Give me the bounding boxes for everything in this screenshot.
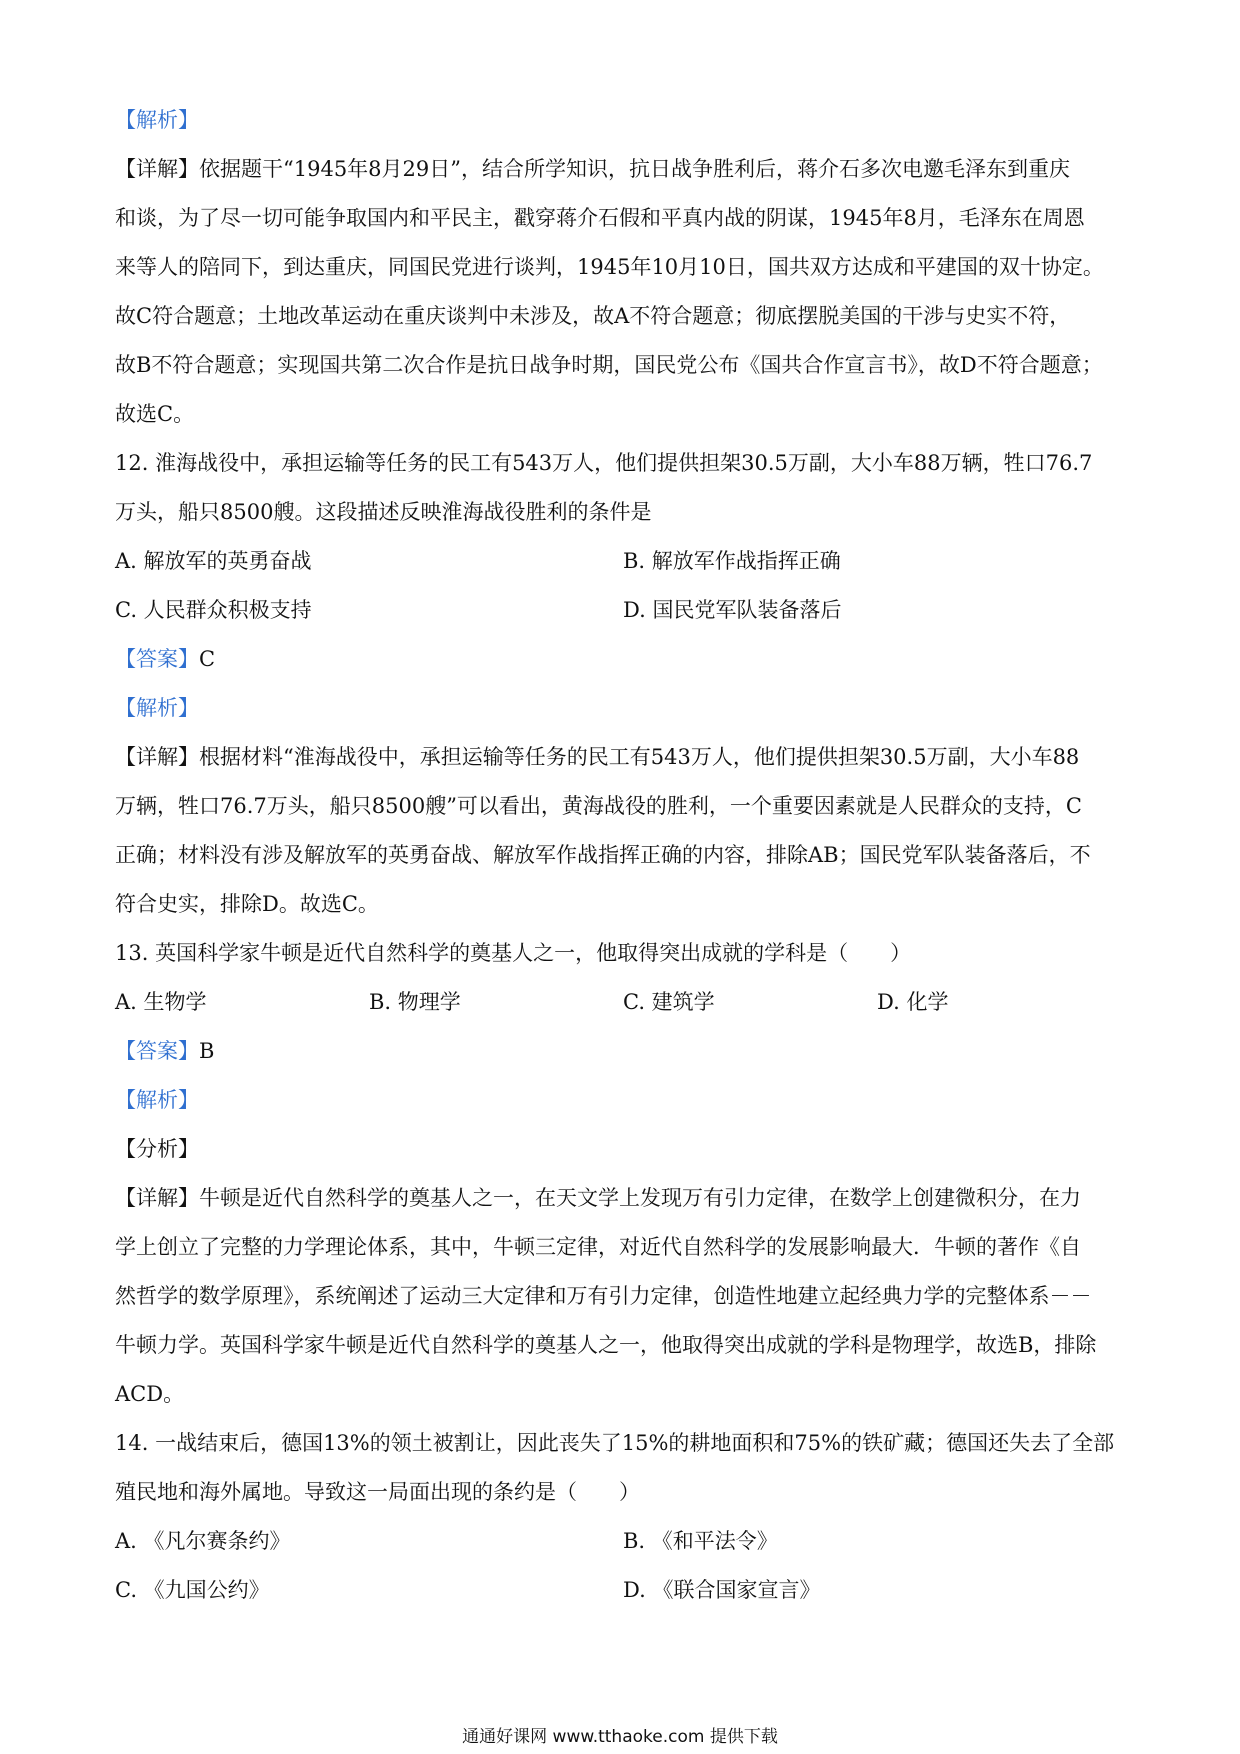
analysis-heading: 【 解析 】 — [115, 96, 1131, 145]
q12-detail-line: 符合史实，排除D。故选C。 — [115, 892, 379, 916]
q12-option-d: D. 国民党军队装备落后 — [623, 598, 842, 622]
q14-option-a: A. 《凡尔赛条约》 — [115, 1529, 291, 1553]
q12-options-row — [115, 586, 1131, 635]
q14-option-b: B. 《和平法令》 — [623, 1529, 778, 1553]
q13-detail-line: 然哲学的数学原理》，系统阐述了运动三大定律和万有引力定律，创造性地建立起经典力学的完整体系－－ — [115, 1284, 1092, 1308]
q13-options-row — [115, 978, 1131, 1027]
q14-option-c: C. 《九国公约》 — [115, 1578, 270, 1602]
document-page — [115, 96, 1131, 1615]
q13-option-d: D. 化学 — [877, 990, 949, 1014]
q12-detail-line: 正确；材料没有涉及解放军的英勇奋战、解放军作战指挥正确的内容，排除AB；国民党军队装备落后，不 — [115, 843, 1091, 867]
q12-stem: 万头，船只8500艘。这段描述反映淮海战役胜利的条件是 — [115, 500, 652, 524]
q13-answer: 【 答案 】 B — [115, 1027, 1131, 1076]
analysis-heading: 【 解析 】 — [115, 1076, 1131, 1125]
q11-detail-line: 故C符合题意；土地改革运动在重庆谈判中未涉及，故A不符合题意；彻底摆脱美国的干涉与史实不符， — [115, 304, 1071, 328]
q14-stem: 殖民地和海外属地。导致这一局面出现的条约是（ ） — [115, 1480, 640, 1504]
q12-answer: 【 答案 】 C — [115, 635, 1131, 684]
q13-option-c: C. 建筑学 — [623, 990, 715, 1014]
q14-options-row — [115, 1566, 1131, 1615]
q11-detail-line: 来等人的陪同下，到达重庆，同国民党进行谈判，1945年10月10日，国共双方达成和平建国的双十协定。 — [115, 255, 1104, 279]
page-footer: 通通好课网 www.tthaoke.com 提供下载 — [462, 1727, 778, 1747]
q13-option-a: A. 生物学 — [115, 990, 207, 1014]
q13-stem: 13. 英国科学家牛顿是近代自然科学的奠基人之一，他取得突出成就的学科是（ ） — [115, 941, 912, 965]
q11-detail-line: 故选C。 — [115, 402, 195, 426]
q11-detail-line: 【 详解 】 依据题干“1945年8月29日”，结合所学知识，抗日战争胜利后，蒋介石多次电邀毛泽东到重庆 — [115, 145, 1131, 194]
q11-detail-line: 和谈，为了尽一切可能争取国内和平民主，戳穿蒋介石假和平真内战的阴谋，1945年8月，毛泽东在周恩 — [115, 206, 1085, 230]
fenxi-heading: 【 分析 】 — [115, 1125, 1131, 1174]
analysis-heading: 【 解析 】 — [115, 684, 1131, 733]
q12-options-row — [115, 537, 1131, 586]
q12-stem: 12. 淮海战役中，承担运输等任务的民工有543万人，他们提供担架30.5万副，大小车88万辆，牲口76.7 — [115, 451, 1093, 475]
q13-option-b: B. 物理学 — [369, 990, 461, 1014]
q13-detail-line: 学上创立了完整的力学理论体系，其中，牛顿三定律，对近代自然科学的发展影响最大．牛顿的著作《自 — [115, 1235, 1081, 1259]
q13-detail-line: ACD。 — [115, 1382, 185, 1406]
q14-stem: 14. 一战结束后，德国13%的领土被割让，因此丧失了15%的耕地面积和75%的铁矿藏；德国还失去了全部 — [115, 1431, 1115, 1455]
q12-detail-line: 【 详解 】 根据材料“淮海战役中，承担运输等任务的民工有543万人，他们提供担架30.5万副，大小车88 — [115, 733, 1131, 782]
q14-options-row — [115, 1517, 1131, 1566]
q11-detail-line: 故B不符合题意；实现国共第二次合作是抗日战争时期，国民党公布《国共合作宣言书》，故D不符合题意； — [115, 353, 1103, 377]
q12-option-c: C. 人民群众积极支持 — [115, 598, 312, 622]
q13-detail-line: 牛顿力学。英国科学家牛顿是近代自然科学的奠基人之一，他取得突出成就的学科是物理学，故选B，排除 — [115, 1333, 1097, 1357]
q14-option-d: D. 《联合国家宣言》 — [623, 1578, 821, 1602]
q13-detail-line: 【 详解 】 牛顿是近代自然科学的奠基人之一，在天文学上发现万有引力定律，在数学上创建微积分，在力 — [115, 1174, 1131, 1223]
q12-option-a: A. 解放军的英勇奋战 — [115, 549, 312, 573]
q12-option-b: B. 解放军作战指挥正确 — [623, 549, 841, 573]
q12-detail-line: 万辆，牲口76.7万头，船只8500艘”可以看出，黄海战役的胜利，一个重要因素就是人民群众的支持，C — [115, 794, 1083, 818]
